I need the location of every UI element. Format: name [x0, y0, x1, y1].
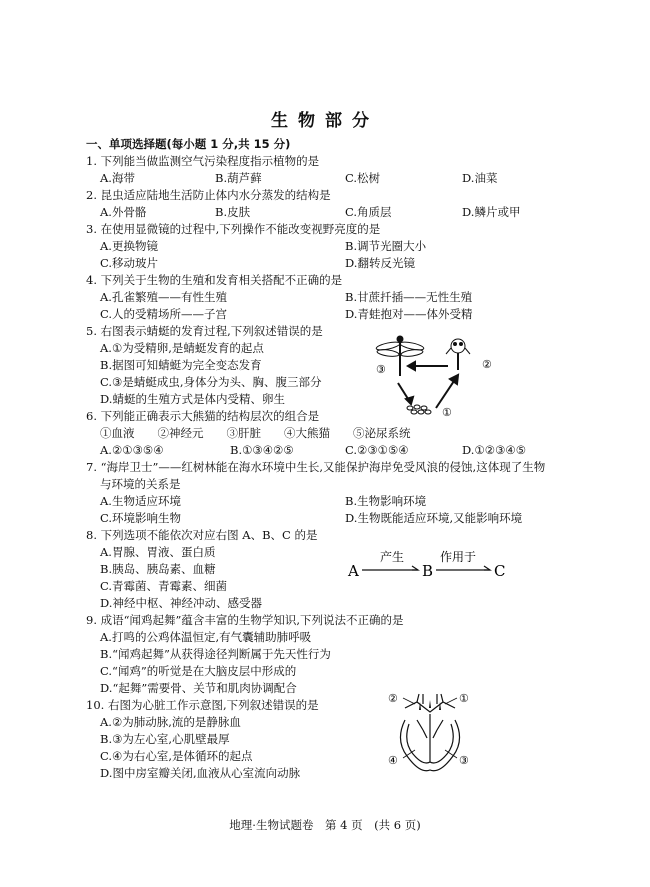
question-6-option-c: C.②③①⑤④: [345, 443, 409, 457]
heart-diagram: [385, 690, 475, 780]
arrow-head-icon: [408, 362, 415, 370]
figure-label-1: ①: [442, 406, 452, 419]
question-9-option-b: B.“闻鸡起舞”从获得途径判断属于先天性行为: [100, 647, 331, 661]
abc-flow-diagram: [340, 548, 510, 588]
question-2-option-c: C.角质层: [345, 205, 392, 219]
question-8-stem: 8. 下列选项不能依次对应右图 A、B、C 的是: [86, 528, 318, 542]
question-5-option-b: B.据图可知蜻蜓为完全变态发育: [100, 358, 262, 372]
question-2-option-a: A.外骨骼: [100, 205, 147, 219]
figure-label-2: ②: [482, 358, 492, 371]
question-2-stem: 2. 昆虫适应陆地生活防止体内水分蒸发的结构是: [86, 188, 331, 202]
diagram-label-b: B: [422, 562, 434, 580]
heart-label-3: ③: [459, 754, 469, 767]
question-10-option-b: B.③为左心室,心肌壁最厚: [100, 732, 230, 746]
question-1-stem: 1. 下列能当做监测空气污染程度指示植物的是: [86, 154, 320, 168]
question-9-stem: 9. 成语“闻鸡起舞”蕴含丰富的生物学知识,下列说法不正确的是: [86, 613, 404, 627]
diagram-arrow-label-act-on: 作用于: [440, 550, 477, 564]
diagram-arrow-label-produce: 产生: [380, 550, 405, 564]
question-8-option-c: C.青霉菌、青霉素、细菌: [100, 579, 228, 593]
question-8-option-d: D.神经中枢、神经冲动、感受器: [100, 596, 262, 610]
arrow-head-icon: [412, 566, 418, 570]
question-3-option-c: C.移动玻片: [100, 256, 159, 270]
question-3-option-b: B.调节光圈大小: [345, 239, 427, 253]
page-title: 生物部分: [271, 111, 379, 131]
question-5-option-d: D.蜻蜓的生殖方式是体内受精、卵生: [100, 392, 285, 406]
question-2-option-d: D.鳞片或甲: [462, 205, 521, 219]
question-1-option-a: A.海带: [100, 171, 135, 185]
question-10-option-a: A.②为肺动脉,流的是静脉血: [100, 715, 241, 729]
heart-label-1: ①: [459, 692, 469, 705]
question-1-option-c: C.松树: [345, 171, 381, 185]
question-10-option-c: C.④为右心室,是体循环的起点: [100, 749, 253, 763]
question-4-option-c: C.人的受精场所——子宫: [100, 307, 228, 321]
question-4-option-b: B.甘蔗扦插——无性生殖: [345, 290, 473, 304]
diagram-label-a: A: [348, 562, 359, 580]
question-4-stem: 4. 下列关于生物的生殖和发育相关搭配不正确的是: [86, 273, 343, 287]
leader-line-1: [445, 698, 457, 704]
diagram-label-c: C: [494, 562, 506, 580]
section-heading: 一、单项选择题(每小题 1 分,共 15 分): [86, 137, 291, 151]
question-4-option-a: A.孔雀繁殖——有性生殖: [100, 290, 227, 304]
question-7-option-d: D.生物既能适应环境,又能影响环境: [345, 511, 523, 525]
question-2-option-b: B.皮肤: [215, 205, 251, 219]
dragonfly-eggs-drawing: [407, 405, 431, 414]
question-9-option-a: A.打鸣的公鸡体温恒定,有气囊辅助肺呼吸: [100, 630, 312, 644]
question-4-option-d: D.青蛙抱对——体外受精: [345, 307, 473, 321]
arrow-head-icon: [429, 700, 431, 708]
question-3-stem: 3. 在使用显微镜的过程中,下列操作不能改变视野亮度的是: [86, 222, 381, 236]
question-7-option-a: A.生物适应环境: [100, 494, 181, 508]
page-footer: 地理·生物试题卷 第 4 页 (共 6 页): [229, 818, 421, 832]
question-9-option-c: C.“闻鸡”的听觉是在大脑皮层中形成的: [100, 664, 297, 678]
question-6-items: ①血液 ②神经元 ③肝脏 ④大熊猫 ⑤泌尿系统: [100, 426, 411, 440]
question-8-option-a: A.胃腺、胃液、蛋白质: [100, 545, 216, 559]
figure-label-3: ③: [376, 363, 386, 376]
question-5-option-a: A.①为受精卵,是蜻蜓发育的起点: [100, 341, 264, 355]
arrow-eggs-to-nymph: [436, 378, 456, 408]
question-7-stem-continued: 与环境的关系是: [100, 477, 181, 491]
question-7-stem: 7. “海岸卫士”——红树林能在海水环境中生长,又能保护海岸免受风浪的侵蚀,这体现了生物: [86, 460, 546, 474]
question-3-option-a: A.更换物镜: [100, 239, 158, 253]
question-1-option-d: D.油菜: [462, 171, 498, 185]
question-5-option-c: C.③是蜻蜓成虫,身体分为头、胸、腹三部分: [100, 375, 322, 389]
question-6-option-b: B.①③④②⑤: [230, 443, 294, 457]
arrow-head-icon: [484, 566, 490, 570]
question-10-stem: 10. 右图为心脏工作示意图,下列叙述错误的是: [86, 698, 319, 712]
question-5-stem: 5. 右图表示蜻蜓的发育过程,下列叙述错误的是: [86, 324, 323, 338]
question-1-option-b: B.葫芦藓: [215, 171, 262, 185]
dragonfly-nymph-drawing: [446, 339, 470, 370]
dragonfly-lifecycle-figure: [370, 328, 505, 423]
question-6-option-d: D.①②③④⑤: [462, 443, 527, 457]
question-3-option-d: D.翻转反光镜: [345, 256, 415, 270]
question-8-option-b: B.胰岛、胰岛素、血糖: [100, 562, 216, 576]
question-6-option-a: A.②①③⑤④: [100, 443, 164, 457]
question-7-option-b: B.生物影响环境: [345, 494, 427, 508]
arrow-head-icon: [450, 375, 458, 384]
leader-line-2: [403, 698, 415, 704]
question-9-option-d: D.“起舞”需要骨、关节和肌肉协调配合: [100, 681, 297, 695]
heart-label-2: ②: [388, 692, 398, 705]
heart-label-4: ④: [388, 754, 398, 767]
question-6-stem: 6. 下列能正确表示大熊猫的结构层次的组合是: [86, 409, 320, 423]
question-7-option-c: C.环境影响生物: [100, 511, 182, 525]
arrow-head-icon: [406, 397, 413, 404]
question-10-option-d: D.图中房室瓣关闭,血液从心室流向动脉: [100, 766, 301, 780]
